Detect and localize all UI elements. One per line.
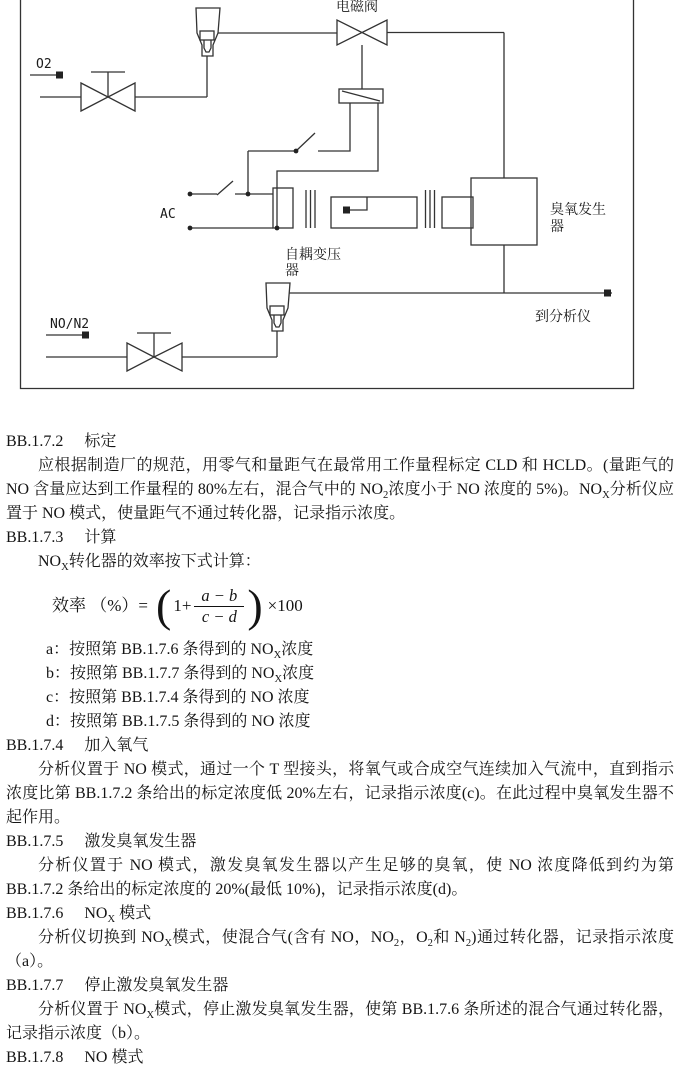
- paragraph-deactivate-ozonator: 分析仪置于 $NO_X$模式，停止激发臭氧发生器，使第 BB.1.7.6 条所述的混合气通过转化器，记录指示浓度（b）。: [6, 1001, 674, 1042]
- junction-dot: [294, 149, 299, 154]
- document-body: [0, 397, 680, 1068]
- definition-d: d：按照第 BB.1.7.5 条得到的 NO 浓度: [46, 713, 311, 730]
- paragraph-nox-mode: 分析仪切换到 $NO_X$模式，使混合气(含有 NO，$NO_2$，$O_2$和 $N_2$)通过转化器，记录指示浓度（a）。: [6, 929, 674, 970]
- solenoid-valve: [337, 20, 387, 45]
- section-title: 计算: [84, 529, 117, 546]
- ozone-generator-box: [471, 178, 537, 245]
- clause-number: BB.1.7.6: [6, 905, 64, 922]
- section-title: 停止激发臭氧发生器: [84, 977, 229, 994]
- formula-lhs: 效率 （%）=: [52, 596, 148, 615]
- flow-diagram: [0, 0, 680, 392]
- definition-c: c：按照第 BB.1.7.4 条得到的 NO 浓度: [46, 689, 310, 706]
- clause-number: BB.1.7.7: [6, 977, 64, 994]
- solenoid-valve-label: 电磁阀: [336, 0, 378, 15]
- paragraph-calibration: 应根据制造厂的规范，用零气和量距气在最常用工作量程标定 CLD 和 HCLD。(量距气的 NO 含量应达到工作量程的 80%左右，混合气中的 $NO_2$浓度小于 NO 浓度的 5%)。$NO_X$分析仪应置于 NO 模式，使量距气不通过转化器，记录指示浓度。: [6, 457, 674, 522]
- relay-coil-diagonal: [342, 91, 380, 101]
- section-heading-bb175: [6, 830, 674, 854]
- definition-b: b：按照第 BB.1.7.7 条得到的 $NO_X$浓度: [46, 665, 315, 686]
- section-heading-bb174: [6, 734, 674, 758]
- paragraph-calc-intro: $NO_X$转化器的效率按下式计算：: [38, 553, 261, 574]
- section-heading-bb178: [6, 1046, 674, 1068]
- pipe-solenoid-to-ozone: [387, 33, 504, 179]
- ac-label: AC: [160, 207, 176, 222]
- formula-times-100: ×100: [267, 596, 303, 615]
- variable-definitions: [6, 638, 674, 734]
- autotransformer-label-line1: 自耦变压: [285, 247, 341, 263]
- formula-close-paren: ): [247, 580, 263, 631]
- transformer-core-bars: [306, 190, 315, 228]
- no-n2-valve-handle: [137, 333, 171, 357]
- to-analyzer-label: 到分析仪: [535, 309, 591, 325]
- o2-arrowhead: [56, 72, 63, 79]
- section-title: 加入氧气: [84, 737, 149, 754]
- section-title: 激发臭氧发生器: [84, 833, 197, 850]
- no-n2-arrowhead: [82, 332, 89, 339]
- junction-dot: [246, 192, 251, 197]
- clause-number: BB.1.7.3: [6, 529, 64, 546]
- figure-border: [21, 0, 634, 389]
- definition-a: a：按照第 BB.1.7.6 条得到的 $NO_X$浓度: [46, 641, 314, 662]
- formula-numerator: a − b: [201, 585, 238, 605]
- transformer-primary-winding: [273, 188, 293, 228]
- clause-number: BB.1.7.8: [6, 1049, 64, 1066]
- section-heading-bb173: [6, 526, 674, 550]
- junction-dot: [188, 192, 193, 197]
- paragraph-add-oxygen: 分析仪置于 NO 模式，通过一个 T 型接头，将氧气或合成空气连续加入气流中，直到指示浓度比第 BB.1.7.2 条给出的标定浓度低 20%左右，记录指示浓度(c)。在此过程中臭氧发生器不起作用。: [6, 761, 674, 826]
- formula-fraction: [194, 586, 244, 627]
- ac-switch-blade: [217, 181, 233, 195]
- o2-pipe: [40, 56, 207, 97]
- variable-tap-line: [349, 197, 367, 210]
- o2-label: O2: [36, 57, 52, 72]
- o2-valve-handle: [91, 72, 125, 97]
- autotransformer-label-line2: 器: [285, 263, 299, 279]
- ozone-generator-label-line1: 臭氧发生: [550, 202, 606, 218]
- relay-right-lead: [277, 103, 378, 228]
- section-heading-bb176: [6, 902, 674, 926]
- ozone-generator-label-line2: 器: [550, 219, 564, 235]
- formula-denominator: c − d: [194, 606, 244, 627]
- formula-one-plus: 1+: [173, 596, 192, 615]
- junction-dot: [188, 226, 193, 231]
- clause-number: BB.1.7.2: [6, 433, 64, 450]
- efficiency-formula: [52, 580, 674, 631]
- output-arrowhead: [604, 290, 611, 297]
- clause-number: BB.1.7.4: [6, 737, 64, 754]
- section-heading-bb172: [6, 430, 674, 454]
- flowmeter-1: [196, 8, 220, 56]
- clause-number: BB.1.7.5: [6, 833, 64, 850]
- tap-arrowhead: [343, 207, 350, 214]
- hv-winding-box: [442, 197, 473, 228]
- junction-dot: [275, 226, 280, 231]
- section-title: NO 模式: [84, 1049, 144, 1066]
- section-heading-bb177: [6, 974, 674, 998]
- hv-transformer-core-bars: [426, 190, 435, 228]
- paragraph-activate-ozonator: 分析仪置于 NO 模式，激发臭氧发生器以产生足够的臭氧，使 NO 浓度降低到约为第 BB.1.7.2 条给出的标定浓度的 20%(最低 10%)，记录指示浓度(d)。: [6, 857, 674, 898]
- section-title: 标定: [84, 433, 117, 450]
- flowmeter-2: [266, 283, 290, 331]
- no-n2-label: NO/N2: [50, 317, 90, 332]
- section-title: $NO_X$ 模式: [84, 905, 152, 926]
- formula-open-paren: (: [156, 580, 172, 631]
- relay-switch-blade: [296, 133, 315, 151]
